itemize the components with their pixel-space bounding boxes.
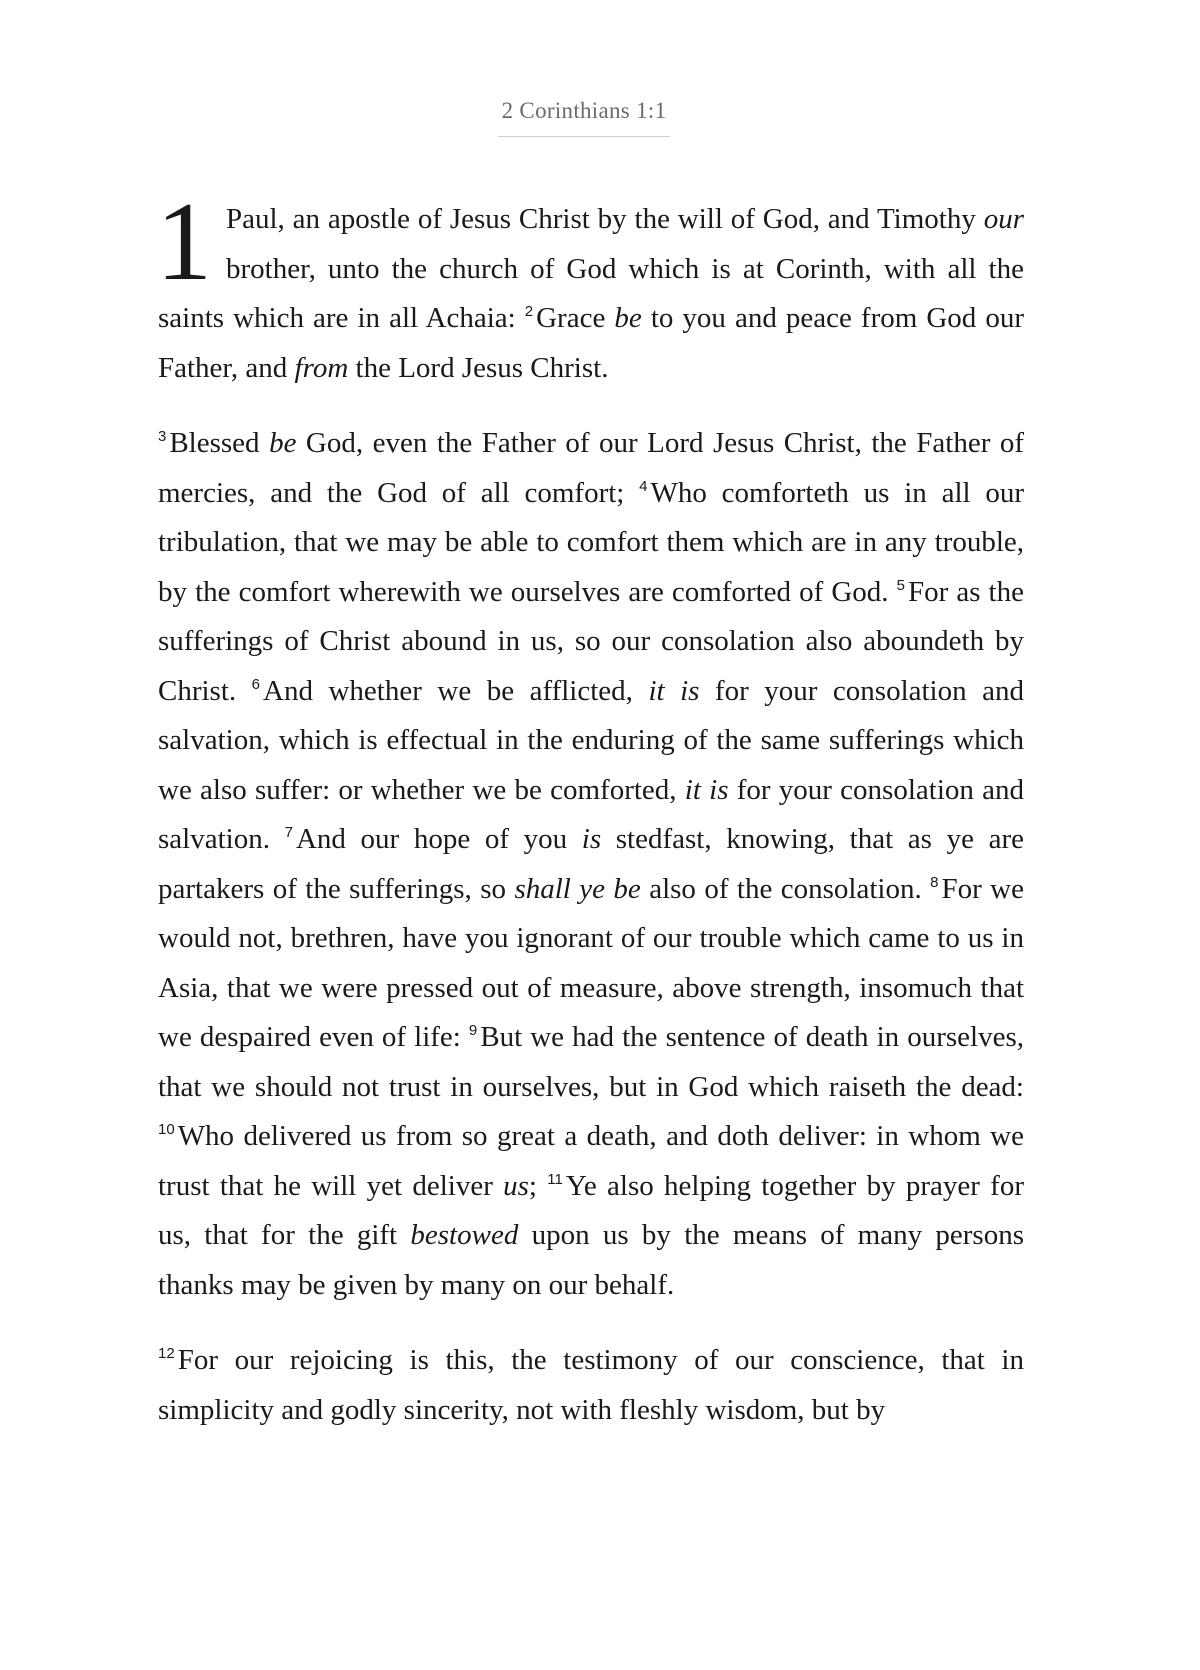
paragraph-body: [156, 180, 1025, 384]
italic-text: is: [581, 823, 602, 855]
italic-text: it is: [684, 773, 729, 806]
verse-text: God, even the Father of our Lord Jesus Christ, the Father of mercies, and the God of all comfort;: [158, 427, 1025, 509]
italic-text: us: [503, 1169, 529, 1202]
verse-number: 6: [251, 675, 261, 693]
paragraph: [156, 180, 1025, 393]
verse-text: Paul, an apostle of Jesus Christ by the will of God, and Timothy: [226, 203, 984, 235]
verse-number: 8: [930, 873, 939, 891]
verse-number: 9: [468, 1022, 478, 1039]
italic-text: our: [983, 203, 1024, 235]
italic-text: it is: [648, 674, 700, 707]
chapter-drop-cap: 1: [156, 180, 212, 304]
verse-number: 10: [158, 1121, 175, 1138]
verse-text: also of the consolation.: [640, 872, 931, 905]
verse-text: for your consolation and salvation, which is effectual in the enduring of the same sufferings which we also suffer: or whether we be comforted,: [158, 674, 1024, 806]
scripture-text: [156, 180, 1025, 1461]
chapter-reference: 2 Corinthians 1:1: [501, 98, 667, 123]
verse-text: upon us by the means of many persons thanks may be given by many on our behalf.: [158, 1219, 1024, 1301]
paragraph: [158, 419, 1024, 1310]
verse-text: For we would not, brethren, have you ignorant of our trouble which came to us in Asia, that we were pressed out of measure, above strength, insomuch that we despaired even of life:: [158, 872, 1025, 1053]
italic-text: be: [269, 427, 297, 459]
verse-text: Who delivered us from so great a death, and doth deliver: in whom we trust that he will yet deliver: [158, 1120, 1024, 1202]
verse-text: stedfast, knowing, that as ye are partakers of the sufferings, so: [158, 823, 1024, 905]
verse-text: to you and peace from God our Father, and: [158, 302, 1025, 384]
italic-text: bestowed: [410, 1219, 519, 1251]
verse-text: for your consolation and salvation.: [158, 773, 1024, 855]
paragraph-body: [158, 427, 1024, 1301]
paragraph-body: [158, 1344, 1024, 1426]
running-header: [0, 98, 1168, 137]
verse-number: 12: [158, 1345, 175, 1362]
verse-text: But we had the sentence of death in ourselves, that we should not trust in ourselves, but in God which raiseth the dead:: [158, 1021, 1025, 1103]
verse-number: 4: [639, 477, 648, 495]
verse-number: 7: [284, 824, 293, 841]
verse-text: For as the sufferings of Christ abound in us, so our consolation also aboundeth by Christ.: [158, 575, 1024, 707]
italic-text: be: [614, 302, 642, 334]
verse-number: 2: [524, 303, 534, 320]
verse-text: And our hope of you: [295, 823, 582, 855]
header-divider: [498, 136, 670, 137]
verse-text: Grace: [536, 302, 615, 334]
verse-text: brother, unto the church of God which is at Corinth, with all the saints which are in all Achaia:: [158, 252, 1024, 334]
verse-text: the Lord Jesus Christ.: [348, 351, 609, 384]
italic-text: from: [294, 351, 349, 384]
verse-number: 11: [547, 1170, 563, 1188]
verse-number: 5: [896, 576, 905, 594]
verse-text: ;: [528, 1169, 548, 1202]
verse-number: 3: [158, 428, 167, 445]
paragraph: [158, 1336, 1024, 1435]
verse-text: And whether we be afflicted,: [263, 674, 649, 707]
italic-text: shall ye be: [514, 872, 641, 905]
verse-text: Who comforteth us in all our tribulation, that we may be able to comfort them which are in any trouble, by the comfort wherewith we ourselves are comforted of God.: [158, 476, 1024, 608]
verse-text: Ye also helping together by prayer for us, that for the gift: [158, 1169, 1024, 1251]
verse-text: For our rejoicing is this, the testimony of our conscience, that in simplicity and godly sincerity, not with fleshly wisdom, but by: [158, 1344, 1024, 1426]
verse-text: Blessed: [169, 427, 270, 459]
